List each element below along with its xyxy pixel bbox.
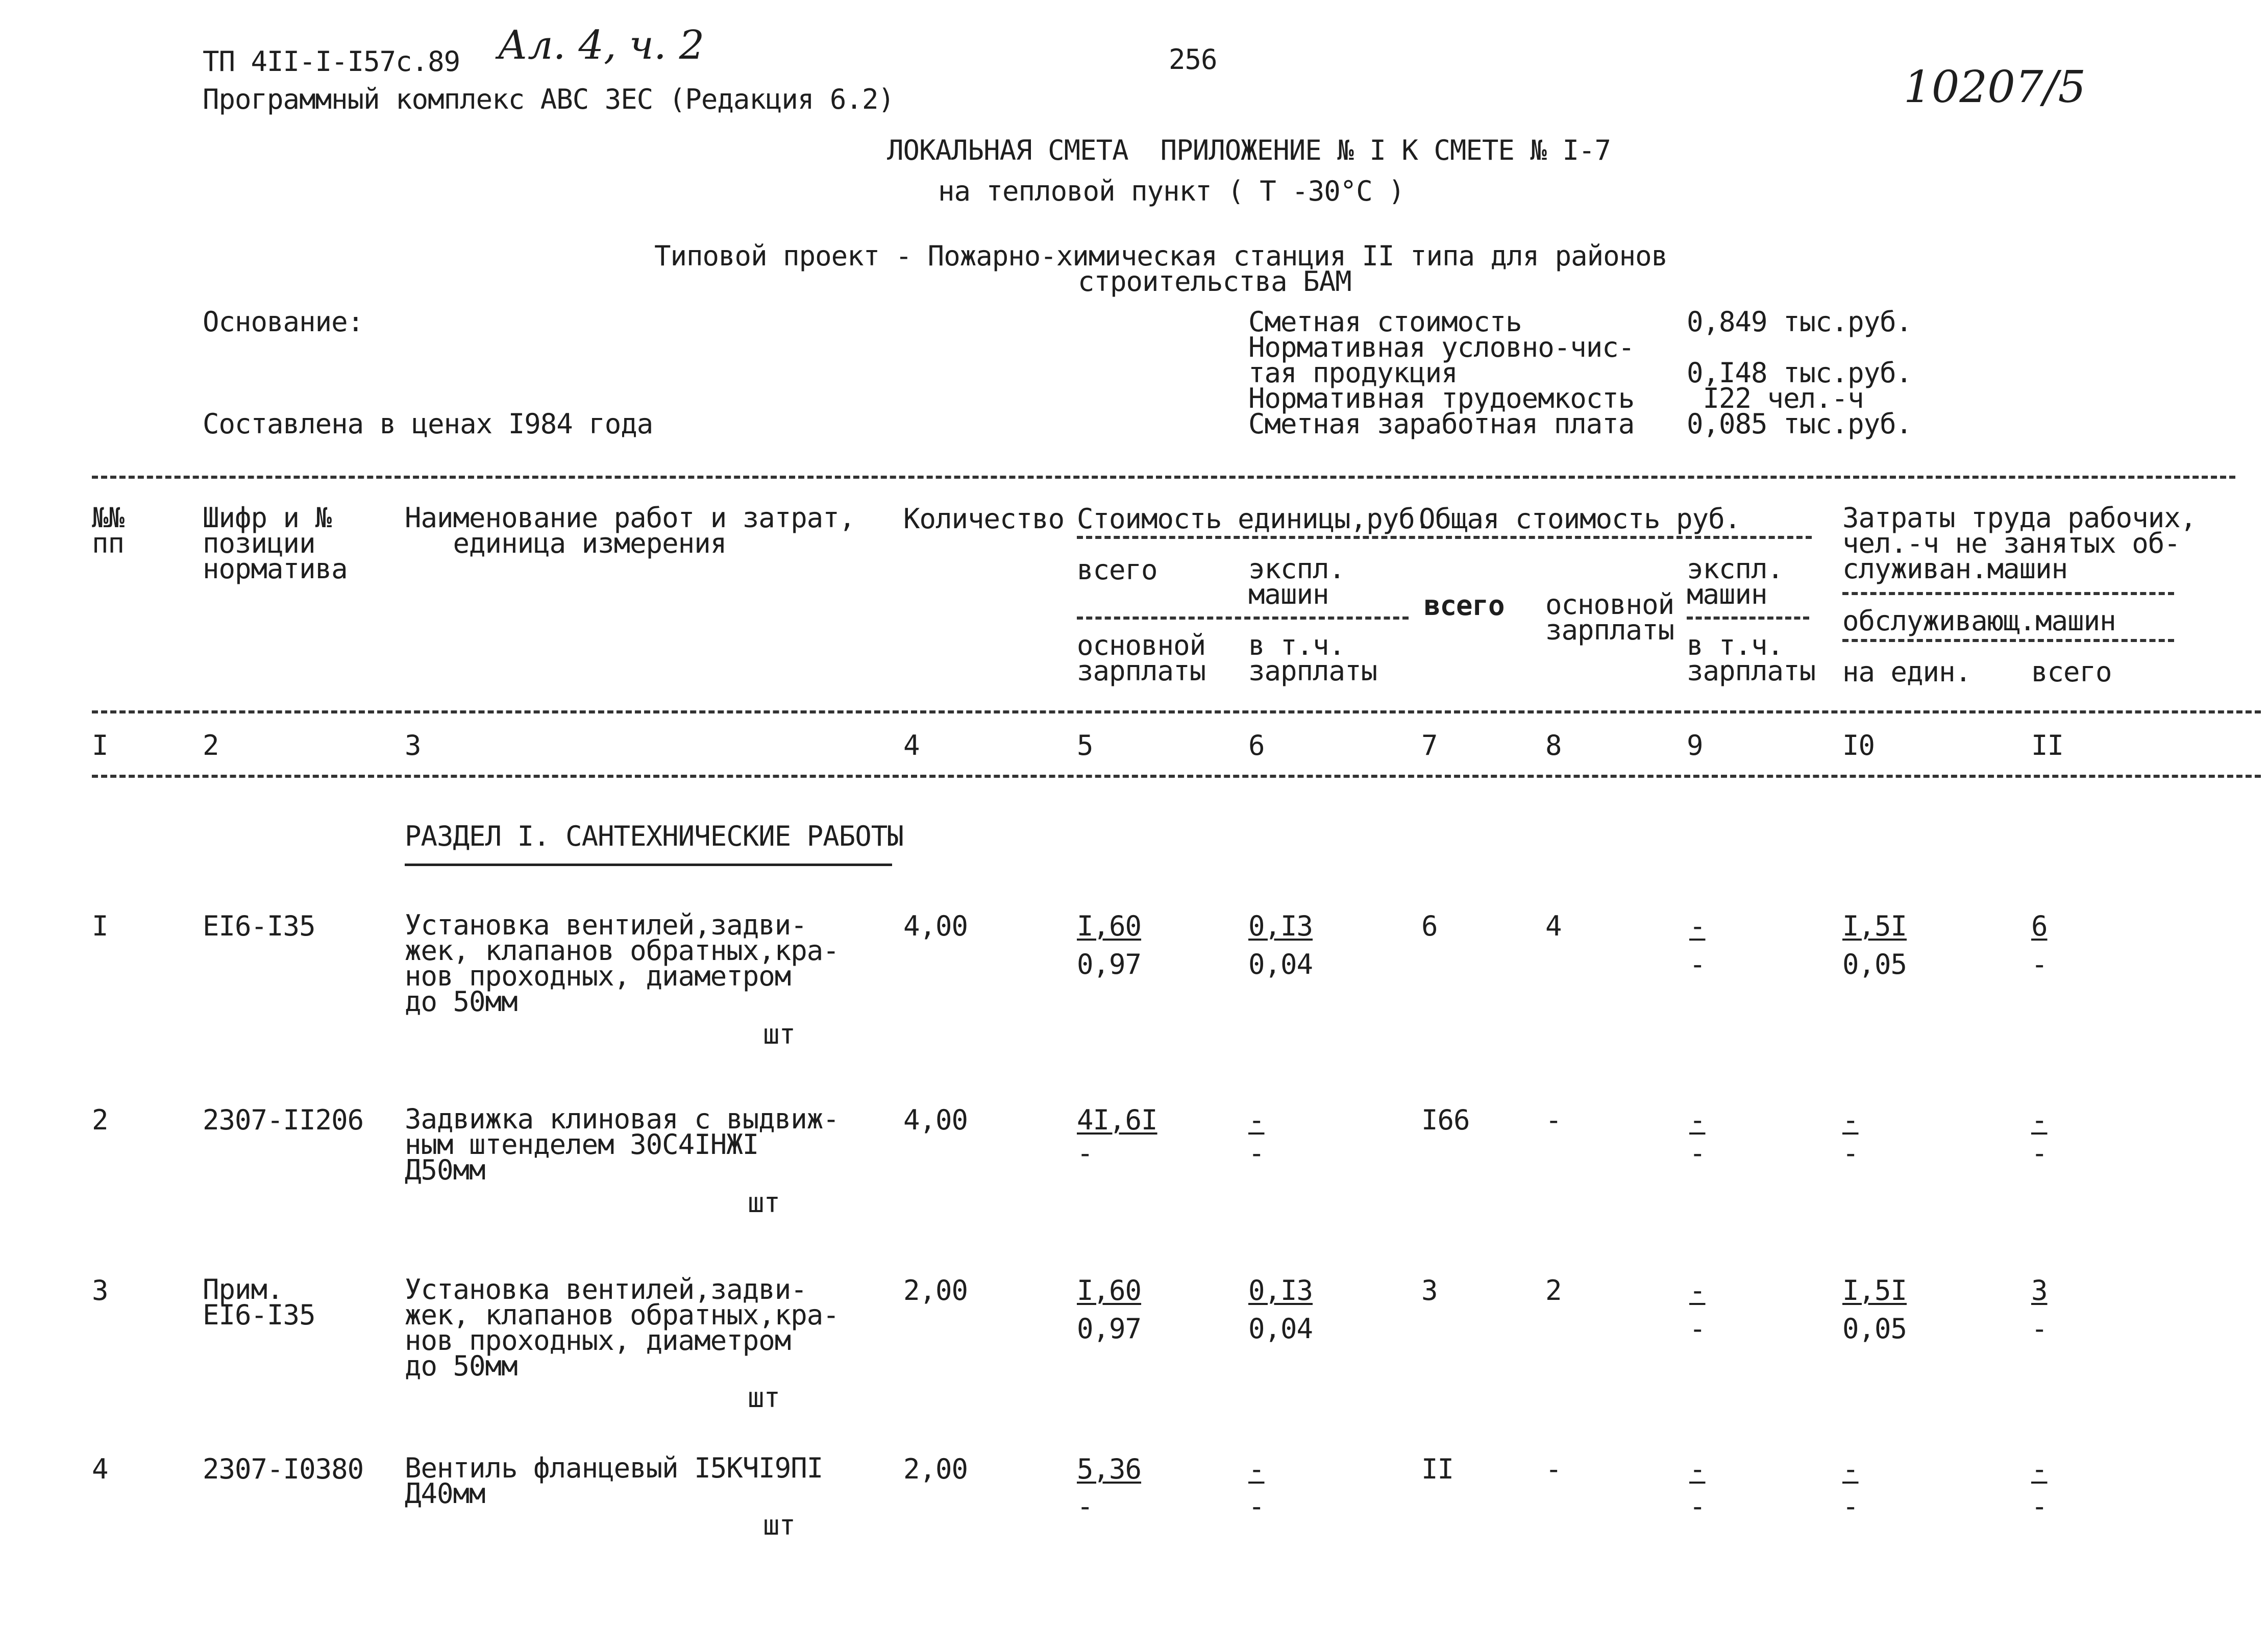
section-title: РАЗДЕЛ I. САНТЕХНИЧЕСКИЕ РАБОТЫ (405, 820, 903, 852)
project-line-1: Типовой проект - Пожарно-химическая станция II типа для районов (654, 240, 1668, 272)
col-header-name: Наименование работ и затрат, единица измерения (405, 502, 855, 559)
row-code: Прим. ЕI6-I35 (203, 1273, 315, 1331)
row-machines-wages: 0,04 (1248, 948, 1313, 980)
row-total-machines-wages: - (1689, 1137, 1706, 1169)
summary-label: Сметная заработная плата (1248, 408, 1635, 440)
col-header-labor: Затраты труда рабочих, чел.-ч не занятых об- служиван.машин (1842, 502, 2197, 585)
row-quantity: 4,00 (903, 910, 968, 942)
col-header-7: всего (1424, 589, 1505, 622)
row-labor-total: 6 (2031, 910, 2048, 942)
handwritten-doc-number: 10207/5 (1904, 62, 2086, 113)
section-underline (405, 864, 892, 866)
col-header-6-top: экспл. машин (1248, 553, 1345, 610)
row-code: 2307-I0380 (203, 1453, 364, 1485)
row-code: ЕI6-I35 (203, 910, 315, 942)
row-unit-cost-total: I,60 (1077, 910, 1142, 942)
row-total: 6 (1421, 910, 1438, 942)
row-number: 2 (92, 1104, 108, 1136)
row-machines-cost: - (1248, 1104, 1265, 1136)
row-labor-total-serving: - (2031, 1313, 2048, 1345)
row-total-wages: 2 (1545, 1274, 1562, 1307)
basis-label: Основание: (203, 306, 364, 338)
row-total: 3 (1421, 1274, 1438, 1307)
project-line-2: строительства БАМ (1078, 265, 1351, 298)
row-unit-cost-wages: 0,97 (1077, 948, 1142, 980)
program-line: Программный комплекс АВС 3ЕС (Редакция 6.2) (203, 83, 894, 115)
col-header-5-top: всего (1077, 554, 1157, 586)
divider (92, 476, 2235, 479)
prices-note: Составлена в ценах I984 года (203, 408, 653, 440)
summary-label: Сметная стоимость (1248, 306, 1522, 338)
summary-value: 0,849 тыс.руб. (1687, 306, 1912, 338)
row-total-machines-wages: - (1689, 1313, 1706, 1345)
row-name: Задвижка клиновая с выдвиж- ным штенделем 30С4IНЖI Д50мм (405, 1103, 839, 1186)
col-header-5-bottom: основной зарплаты (1077, 629, 1206, 687)
row-labor-total: 3 (2031, 1274, 2048, 1307)
col-header-quantity: Количество (903, 503, 1065, 535)
row-unit-cost-wages: - (1077, 1490, 1093, 1522)
row-labor-total-serving: - (2031, 1137, 2048, 1169)
row-unit: шт (748, 1382, 780, 1414)
row-quantity: 4,00 (903, 1104, 968, 1136)
summary-label: тая продукция (1248, 357, 1458, 389)
row-total: II (1421, 1453, 1454, 1485)
column-number: I (92, 729, 108, 761)
row-total-machines-wages: - (1689, 1490, 1706, 1522)
col-header-10: на един. (1842, 656, 1971, 688)
col-header-8: основной зарплаты (1545, 588, 1674, 646)
summary-value: 0,I48 тыс.руб. (1687, 357, 1912, 389)
tp-code: ТП 4II-I-I57с.89 (203, 45, 460, 78)
row-number: I (92, 910, 108, 942)
row-machines-cost: - (1248, 1453, 1265, 1485)
row-labor-total: - (2031, 1104, 2048, 1136)
summary-value: I22 чел.-ч (1687, 382, 1864, 414)
row-unit: шт (763, 1018, 796, 1050)
row-labor-unit: I,5I (1842, 1274, 1907, 1307)
row-labor-unit: - (1842, 1104, 1859, 1136)
row-machines-wages: - (1248, 1137, 1265, 1169)
row-number: 3 (92, 1274, 108, 1307)
page-number: 256 (1169, 43, 1217, 76)
column-number: 5 (1077, 729, 1093, 761)
document-title: ЛОКАЛЬНАЯ СМЕТА ПРИЛОЖЕНИЕ № I К СМЕТЕ № I-7 (887, 134, 1611, 166)
row-labor-unit-serving: - (1842, 1490, 1859, 1522)
row-unit-cost-total: 5,36 (1077, 1453, 1142, 1485)
col-header-code: Шифр и № позиции норматива (203, 502, 348, 585)
divider (1077, 536, 1812, 539)
column-number: 7 (1421, 729, 1438, 761)
row-machines-wages: 0,04 (1248, 1313, 1313, 1345)
column-number: 8 (1545, 729, 1562, 761)
row-labor-unit: - (1842, 1453, 1859, 1485)
column-number: 2 (203, 729, 219, 761)
row-labor-unit-serving: 0,05 (1842, 1313, 1907, 1345)
row-total-wages: - (1545, 1453, 1562, 1485)
row-total-machines: - (1689, 910, 1706, 942)
row-unit-cost-wages: - (1077, 1137, 1093, 1169)
row-quantity: 2,00 (903, 1274, 968, 1307)
col-header-serving: обслуживающ.машин (1842, 605, 2116, 637)
row-unit-cost-total: 4I,6I (1077, 1104, 1157, 1136)
summary-value: 0,085 тыс.руб. (1687, 408, 1912, 440)
row-unit: шт (748, 1187, 780, 1219)
row-name: Вентиль фланцевый I5КЧI9ПI Д40мм (405, 1452, 823, 1510)
row-total-wages: - (1545, 1104, 1562, 1136)
col-header-total-cost: Общая стоимость руб. (1419, 503, 1741, 535)
row-labor-total: - (2031, 1453, 2048, 1485)
row-unit-cost-wages: 0,97 (1077, 1313, 1142, 1345)
document-subtitle: на тепловой пункт ( Т -30°С ) (938, 175, 1404, 207)
row-unit-cost-total: I,60 (1077, 1274, 1142, 1307)
column-number: II (2031, 729, 2064, 761)
col-header-unit-cost: Стоимость единицы,руб. (1077, 503, 1431, 535)
row-total: I66 (1421, 1104, 1470, 1136)
divider (92, 775, 2261, 778)
row-labor-unit-serving: 0,05 (1842, 948, 1907, 980)
row-total-machines: - (1689, 1104, 1706, 1136)
summary-label: Нормативная трудоемкость (1248, 382, 1635, 414)
col-header-6-bottom: в т.ч. зарплаты (1248, 629, 1377, 687)
divider (1842, 639, 2174, 642)
column-number: 3 (405, 729, 421, 761)
col-header-no: №№ пп (92, 502, 125, 559)
column-number: 9 (1687, 729, 1703, 761)
divider (92, 710, 2261, 713)
divider (1077, 617, 1409, 620)
row-unit: шт (763, 1509, 796, 1541)
row-name: Установка вентилей,задви- жек, клапанов обратных,кра- нов проходных, диаметром до 50мм (405, 1273, 839, 1382)
row-machines-cost: 0,I3 (1248, 1274, 1313, 1307)
row-labor-unit: I,5I (1842, 910, 1907, 942)
row-total-wages: 4 (1545, 910, 1562, 942)
row-labor-unit-serving: - (1842, 1137, 1859, 1169)
row-total-machines-wages: - (1689, 948, 1706, 980)
row-quantity: 2,00 (903, 1453, 968, 1485)
row-total-machines: - (1689, 1274, 1706, 1307)
column-number: 4 (903, 729, 920, 761)
row-total-machines: - (1689, 1453, 1706, 1485)
row-labor-total-serving: - (2031, 948, 2048, 980)
divider (1687, 617, 1809, 620)
row-number: 4 (92, 1453, 108, 1485)
row-labor-total-serving: - (2031, 1490, 2048, 1522)
col-header-11: всего (2031, 656, 2112, 688)
col-header-9-top: экспл. машин (1687, 553, 1784, 610)
column-number: 6 (1248, 729, 1265, 761)
handwritten-album-note: Ал. 4, ч. 2 (498, 22, 705, 68)
row-name: Установка вентилей,задви- жек, клапанов обратных,кра- нов проходных, диаметром до 50мм (405, 909, 839, 1018)
row-machines-cost: 0,I3 (1248, 910, 1313, 942)
col-header-9-bottom: в т.ч. зарплаты (1687, 629, 1816, 687)
divider (1842, 592, 2174, 595)
column-number: I0 (1842, 729, 1875, 761)
summary-label: Нормативная условно-чис- (1248, 331, 1635, 363)
row-code: 2307-II206 (203, 1104, 364, 1136)
row-machines-wages: - (1248, 1490, 1265, 1522)
